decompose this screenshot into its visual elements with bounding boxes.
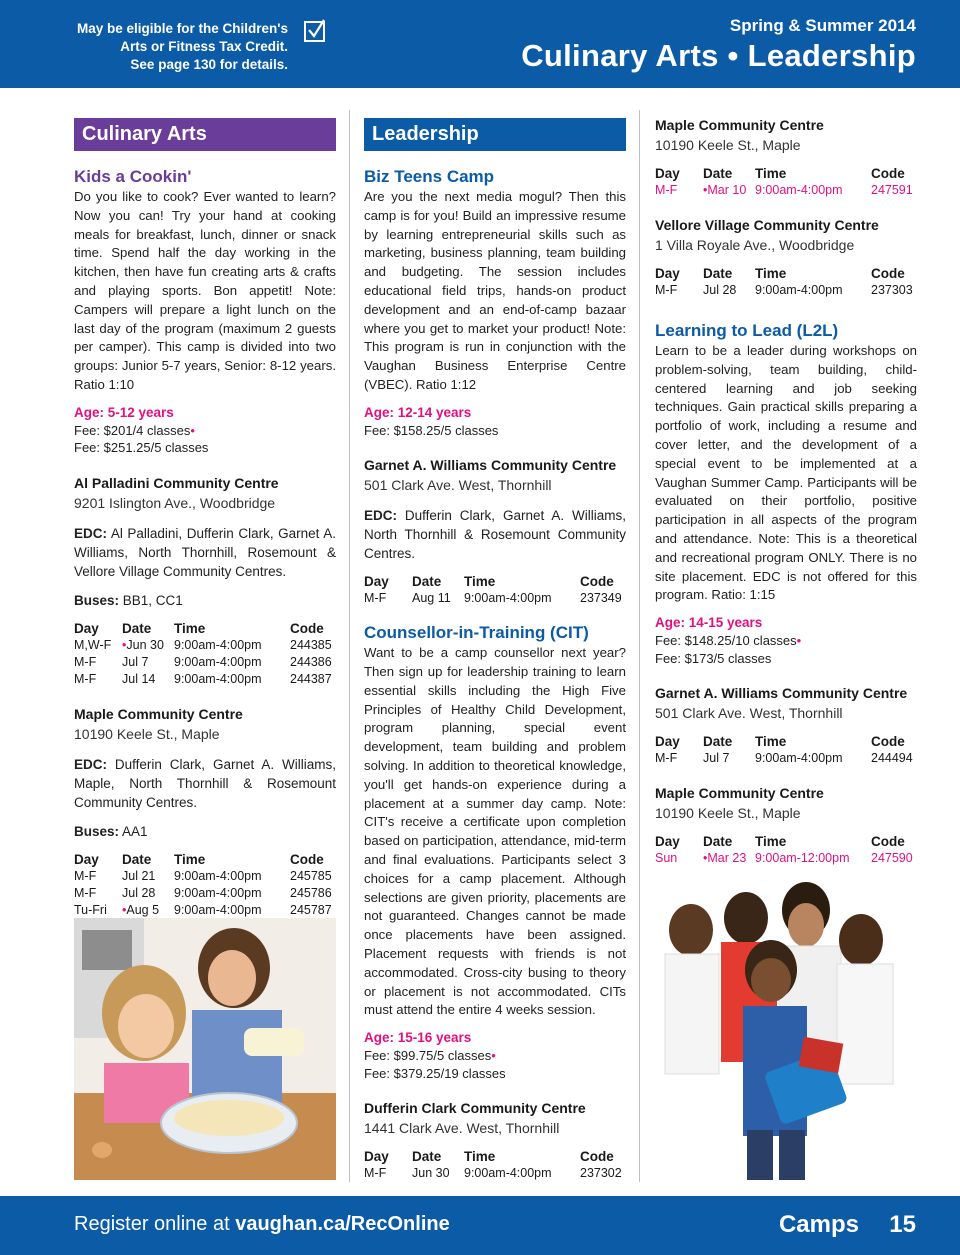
section-header-leadership: Leadership [364, 118, 626, 151]
tax-credit-note [28, 20, 288, 74]
location-address: 501 Clark Ave. West, Thornhill [655, 705, 843, 722]
schedule-table: Day Date Time Code M,W-F •Jun 30 9:00am-4:00pm 244385 M-F Jul 7 9:00am-4:00pm 244386 M-F Jul 14 9:00am-4:00pm 244387 [74, 620, 336, 688]
schedule-table: Day Date Time Code M-F Aug 11 9:00am-4:00pm 237349 [364, 573, 626, 607]
page-number: 15 [889, 1211, 916, 1238]
buses-note: Buses: AA1 [74, 823, 148, 839]
edc-note: EDC: Dufferin Clark, Garnet A. Williams, North Thornhill & Rosemount Community Centres. [364, 508, 626, 562]
program-title: Learning to Lead (L2L) [655, 321, 839, 340]
schedule-table: Day Date Time Code M-F Jul 28 9:00am-4:00pm 237303 [655, 265, 917, 299]
fee-line: Fee: $251.25/5 classes [74, 440, 209, 456]
table-row: M-F Jul 7 9:00am-4:00pm 244494 [655, 751, 913, 766]
footer-section: Camps [778, 1211, 859, 1238]
table-row: M-F Jul 28 9:00am-4:00pm 245786 [74, 885, 332, 900]
location-address: 10190 Keele St., Maple [74, 725, 220, 742]
schedule-table: Day Date Time Code M-F Jun 30 9:00am-4:00pm 237302 [364, 1148, 626, 1182]
location-name: Vellore Village Community Centre [655, 217, 879, 233]
program-title: Kids a Cookin' [74, 167, 192, 186]
table-row: M-F Aug 11 9:00am-4:00pm 237349 [364, 591, 622, 606]
location-name: Maple Community Centre [655, 117, 824, 133]
page-title: Culinary Arts • Leadership [521, 38, 916, 73]
schedule-table: Day Date Time Code M-F Jul 7 9:00am-4:00pm 244494 [655, 733, 917, 767]
location-address: 1 Villa Royale Ave., Woodbridge [655, 237, 855, 253]
teens-group-photo [651, 870, 919, 1180]
table-row: M-F •Mar 10 9:00am-4:00pm 247591 [655, 183, 913, 197]
column-divider [349, 110, 350, 1182]
program-description: Want to be a camp counsellor next year? Then sign up for leadership training to learn essential skills including the High Five Principles of Healthy Child Development, program planning, special event development, team building and problem solving. In addition to theoretical knowledge, you'll get hands-on experience during a placement at a summer day camp. Note: CIT's receive a certificate upon completion based on participation, attendance, mid-term and final evaluations. Participants select 3 choices for a camp placement. Although selections are given priority, placements are not guaranteed. Changes cannot be made once placements have been assigned. Placement requests with friends is not accommodated. Cross-city busing to theory or placement is not accommodated. CITs must attend the entire 4 weeks session. [364, 645, 626, 1018]
table-row: Tu-Fri •Aug 5 9:00am-4:00pm 245787 [74, 902, 332, 917]
location-name: Maple Community Centre [655, 785, 824, 802]
location-name: Maple Community Centre [74, 705, 243, 722]
edc-note: EDC: Dufferin Clark, Garnet A. Williams, Maple, North Thornhill & Rosemount Community Centres. [74, 756, 336, 810]
table-row: M,W-F •Jun 30 9:00am-4:00pm 244385 [74, 637, 332, 652]
bullet-dot: • [796, 633, 802, 649]
fee-line: Fee: $201/4 classes• [74, 422, 195, 438]
location-name: Al Palladini Community Centre [74, 474, 279, 491]
schedule-table: Day Date Time Code M-F Jul 21 9:00am-4:00pm 245785 M-F Jul 28 9:00am-4:00pm 245786 Tu-Fri •Aug 5 9:00am-4:00pm 245787 [74, 851, 336, 919]
age-range: Age: 15-16 years [364, 1030, 472, 1046]
column-leadership-cont [655, 116, 917, 867]
tax-line-3: See page 130 for details. [130, 57, 288, 72]
column-leadership [364, 116, 626, 1182]
fee-line: Fee: $173/5 classes [655, 650, 772, 666]
table-row: M-F Jul 28 9:00am-4:00pm 237303 [655, 283, 913, 297]
tax-line-1: May be eligible for the Children's [77, 21, 288, 36]
location-address: 10190 Keele St., Maple [655, 137, 801, 153]
tax-line-2: Arts or Fitness Tax Credit. [120, 39, 288, 54]
bullet-dot: • [491, 1048, 496, 1064]
bullet-dot: • [190, 422, 195, 438]
fee-line: Fee: $158.25/5 classes [364, 422, 499, 438]
checkbox-icon [304, 21, 325, 42]
buses-note: Buses: BB1, CC1 [74, 592, 183, 608]
section-header-culinary: Culinary Arts [74, 118, 336, 151]
edc-note: EDC: Al Palladini, Dufferin Clark, Garnet A. Williams, North Thornhill, Rosemount & Vellore Village Community Centres. [74, 525, 336, 579]
schedule-table: Day Date Time Code M-F •Mar 10 9:00am-4:00pm 247591 [655, 165, 917, 199]
location-address: 9201 Islington Ave., Woodbridge [74, 494, 276, 511]
age-range: Age: 12-14 years [364, 404, 472, 420]
location-name: Dufferin Clark Community Centre [364, 1100, 586, 1117]
column-culinary [74, 116, 336, 919]
location-address: 1441 Clark Ave. West, Thornhill [364, 1120, 560, 1137]
register-link-text: Register online at vaughan.ca/RecOnline [74, 1213, 450, 1235]
kids-cooking-photo [74, 918, 336, 1180]
program-description: Do you like to cook? Ever wanted to learn? Now you can! Try your hand at cooking meals for breakfast, lunch, dinner or snack time. Spend half the day working in the kitchen, then have fun creating arts & crafts and playing sports. Bon appetit! Note: Campers will prepare a light lunch on the last day of the program (maximum 2 guests per camper). This camp is divided into two groups: Junior 5-7 years, Senior: 8-12 years. Ratio 1:10 [74, 189, 336, 392]
program-description: Learn to be a leader during workshops on problem-solving, team building, child-centered learning and job seeking techniques. Gain practical skills preparing a portfolio of work, including a resume and cover letter, and the development of a special event to be implemented at a Vaughan Summer Camp. Participants will be evaluated on their portfolio, positive participation in all aspects of the program and attendance. Note: This is a theoretical and recreational program ONLY. There is no site placement. EDC is not offered for this program. Ratio: 1:15 [655, 343, 917, 603]
age-range: Age: 5-12 years [74, 404, 174, 420]
table-row: Sun •Mar 23 9:00am-12:00pm 247590 [655, 851, 913, 866]
table-row: M-F Jul 21 9:00am-4:00pm 245785 [74, 868, 332, 883]
fee-line: Fee: $379.25/19 classes [364, 1065, 506, 1081]
program-title: Biz Teens Camp [364, 167, 495, 186]
location-address: 10190 Keele St., Maple [655, 805, 801, 822]
program-title: Counsellor-in-Training (CIT) [364, 623, 589, 643]
age-range: Age: 14-15 years [655, 615, 763, 631]
table-row: M-F Jul 7 9:00am-4:00pm 244386 [74, 654, 332, 669]
location-name: Garnet A. Williams Community Centre [364, 457, 617, 474]
fee-line: Fee: $99.75/5 classes• [364, 1048, 496, 1064]
schedule-table: Day Date Time Code Sun •Mar 23 9:00am-12:00pm 247590 [655, 833, 917, 867]
fee-line: Fee: $148.25/10 classes• [655, 633, 802, 649]
register-url[interactable]: vaughan.ca/RecOnline [235, 1213, 450, 1235]
location-address: 501 Clark Ave. West, Thornhill [364, 477, 552, 494]
program-description: Are you the next media mogul? Then this camp is for you! Build an impressive resume by learning entrepreneurial skills such as marketing, business planning, team building and budgeting. The session includes educational field trips, hands-on product development and an end-of-camp bazaar where you get to market your product! Note: This program is run in conjunction with the Vaughan Business Enterprise Centre (VBEC). Ratio 1:12 [364, 189, 626, 392]
table-row: M-F Jun 30 9:00am-4:00pm 237302 [364, 1166, 622, 1181]
column-divider [639, 110, 640, 1182]
location-name: Garnet A. Williams Community Centre [655, 685, 908, 702]
season-label: Spring & Summer 2014 [729, 16, 916, 35]
table-row: M-F Jul 14 9:00am-4:00pm 244387 [74, 671, 332, 686]
